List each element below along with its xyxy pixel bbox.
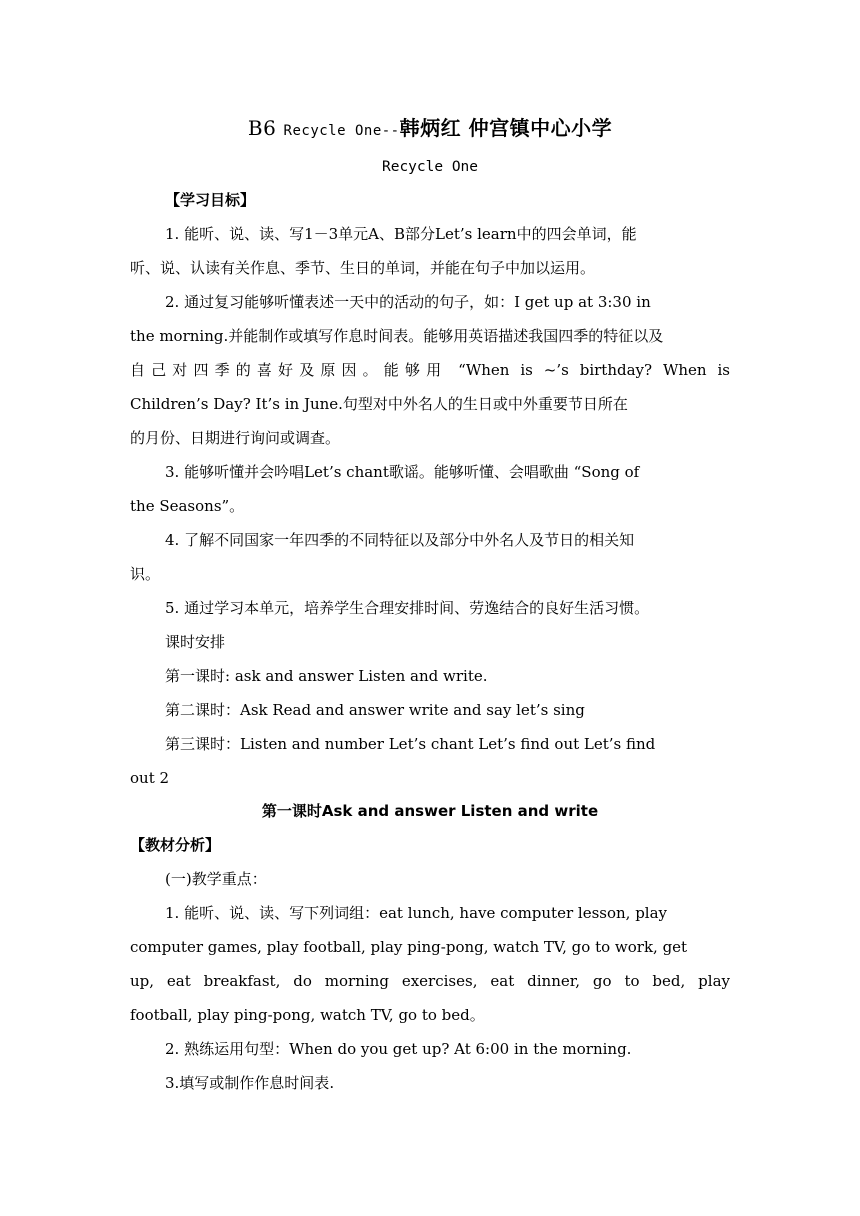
goal-2-line-5: 的月份、日期进行询问或调查。: [130, 429, 341, 447]
goal-5-line-1: 5. 通过学习本单元，培养学生合理安排时间、劳逸结合的良好生活习惯。: [165, 599, 650, 617]
goal-3-line-2: the Seasons”。: [130, 497, 245, 515]
schedule-heading: 课时安排: [165, 633, 226, 651]
section-heading-goals: 【学习目标】: [165, 191, 256, 209]
title-recycle: Recycle One--: [283, 123, 400, 139]
goal-4-line-2: 识。: [130, 565, 161, 583]
schedule-lesson-2: 第二课时：Ask Read and answer write and say let’s sing: [165, 701, 585, 719]
goal-2-line-2: the morning.并能制作或填写作息时间表。能够用英语描述我国四季的特征以及: [130, 327, 664, 345]
lesson-1-heading: 第一课时Ask and answer Listen and write: [261, 802, 599, 820]
schedule-lesson-3-line-1: 第三课时：Listen and number Let’s chant Let’s find out Let’s find: [165, 735, 656, 753]
goal-1-line-2: 听、说、认读有关作息、季节、生日的单词，并能在句子中加以运用。: [130, 259, 596, 277]
goal-4-line-1: 4. 了解不同国家一年四季的不同特征以及部分中外名人及节日的相关知: [165, 531, 635, 549]
schedule-lesson-3-line-2: out 2: [130, 769, 170, 787]
document-subtitle: Recycle One: [381, 159, 479, 175]
goal-2-line-3: 自己对四季的喜好及原因。能够用 “When is ~’s birthday? When is: [130, 361, 730, 379]
analysis-p1-line-4: football, play ping-pong, watch TV, go to bed。: [130, 1006, 485, 1024]
goal-2-line-4: Children’s Day? It’s in June.句型对中外名人的生日或中外重要节日所在: [130, 395, 628, 413]
goal-2-line-1: 2. 通过复习能够听懂表述一天中的活动的句子，如：I get up at 3:30 in: [165, 293, 651, 311]
analysis-p1-line-3: up, eat breakfast, do morning exercises, eat dinner, go to bed, play: [130, 972, 730, 990]
analysis-p2: 2. 熟练运用句型：When do you get up? At 6:00 in the morning.: [165, 1040, 632, 1058]
focus-heading: (一)教学重点：: [165, 870, 267, 888]
document-title: [0, 113, 860, 146]
schedule-lesson-1: 第一课时: ask and answer Listen and write.: [165, 667, 488, 685]
analysis-p1-line-2: computer games, play football, play ping-pong, watch TV, go to work, get: [130, 938, 688, 956]
goal-3-line-1: 3. 能够听懂并会吟唱Let’s chant歌谣。能够听懂、会唱歌曲 “Song of: [165, 463, 640, 481]
section-heading-analysis: 【教材分析】: [130, 836, 221, 854]
title-author: 韩炳红 仲宫镇中心小学: [399, 116, 613, 140]
analysis-p3: 3.填写或制作作息时间表.: [165, 1074, 335, 1092]
analysis-p1-line-1: 1. 能听、说、读、写下列词组：eat lunch, have computer lesson, play: [165, 904, 668, 922]
goal-1-line-1: 1. 能听、说、读、写1－3单元A、B部分Let’s learn中的四会单词，能: [165, 225, 637, 243]
title-code: B6: [247, 116, 277, 140]
